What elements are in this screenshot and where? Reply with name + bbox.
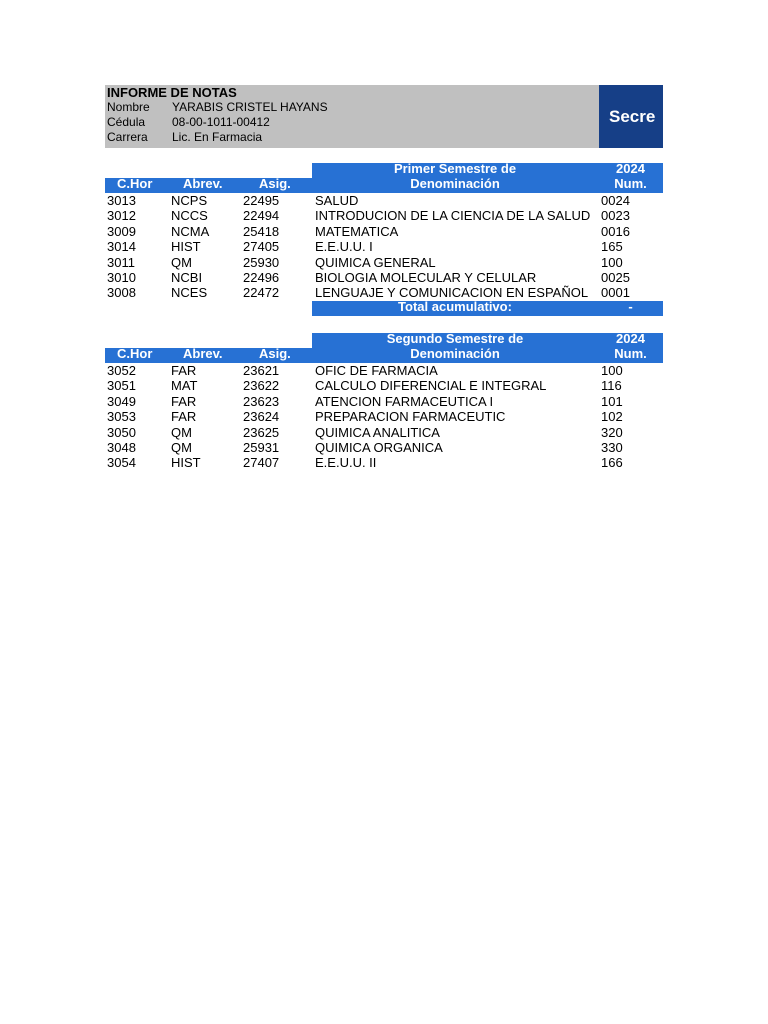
course-asig: 23624 [243,409,280,425]
course-abbrev: NCMA [171,223,210,239]
semester-1-header [105,163,663,193]
col-header-chor: C.Hor [117,346,153,361]
course-abbrev: QM [171,439,192,455]
course-name: MATEMATICA [315,223,399,239]
course-abbrev: NCES [171,285,208,301]
course-name: QUIMICA ORGANICA [315,439,443,455]
course-asig: 22494 [243,208,280,224]
course-name: CALCULO DIFERENCIAL E INTEGRAL [315,378,547,394]
table-row [105,363,663,378]
course-abbrev: NCBI [171,269,203,285]
course-code: 3050 [107,424,136,440]
course-name: INTRODUCION DE LA CIENCIA DE LA SALUD [315,208,591,224]
semester-1-rows [105,193,663,301]
semester-1-table [105,163,663,316]
course-abbrev: HIST [171,239,201,255]
course-code: 3008 [107,285,136,301]
total-value: - [628,298,633,314]
col-header-denominacion: Denominación [410,346,500,361]
table-row [105,378,663,393]
course-abbrev: QM [171,254,192,270]
course-name: E.E.U.U. I [315,239,373,255]
report-header [105,85,663,148]
course-asig: 25418 [243,223,280,239]
course-num: 165 [601,239,623,255]
course-asig: 22472 [243,285,280,301]
course-name: QUIMICA GENERAL [315,254,436,270]
field-value: 08-00-1011-00412 [172,115,270,129]
course-name: OFIC DE FARMACIA [315,363,438,378]
course-num: 0016 [601,223,630,239]
field-label: Cédula [107,115,146,129]
semester-2-title: Segundo Semestre de [386,331,524,346]
course-code: 3011 [107,254,135,270]
course-asig: 23623 [243,393,280,409]
col-header-denominacion: Denominación [410,176,500,191]
course-asig: 27405 [243,239,280,255]
table-row [105,224,663,239]
course-code: 3010 [107,269,136,285]
field-label: Nombre [107,100,150,114]
course-abbrev: QM [171,424,192,440]
course-name: BIOLOGIA MOLECULAR Y CELULAR [315,269,537,285]
total-label: Total acumulativo: [398,298,512,314]
course-num: 0025 [601,269,630,285]
col-header-num: Num. [614,346,647,361]
field-carrera [107,130,262,144]
course-name: SALUD [315,193,359,208]
course-code: 3048 [107,439,136,455]
grade-report-sheet [105,85,663,471]
field-value: Lic. En Farmacia [172,130,263,144]
course-abbrev: NCCS [171,208,208,224]
course-num: 100 [601,363,623,378]
course-code: 3012 [107,208,136,224]
course-num: 320 [601,424,623,440]
course-abbrev: FAR [171,409,197,425]
col-header-num: Num. [614,176,647,191]
course-num: 166 [601,455,623,471]
course-asig: 25930 [243,254,280,270]
course-code: 3014 [107,239,136,255]
course-abbrev: NCPS [171,193,208,208]
semester-1-year: 2024 [616,161,645,176]
col-header-abrev: Abrev. [183,176,223,191]
course-num: 116 [601,378,622,394]
semester-2-table [105,333,663,471]
course-num: 0024 [601,193,630,208]
logo-text: Secre [609,107,656,126]
course-num: 0023 [601,208,630,224]
table-row [105,193,663,208]
course-code: 3009 [107,223,136,239]
total-row [312,298,663,316]
course-num: 0001 [601,285,630,301]
course-asig: 23625 [243,424,280,440]
course-name: E.E.U.U. II [315,455,377,471]
course-name: ATENCION FARMACEUTICA I [315,393,494,409]
course-num: 101 [601,393,623,409]
table-row [105,239,663,254]
table-row [105,455,663,470]
semester-2-rows [105,363,663,471]
course-code: 3052 [107,363,136,378]
course-abbrev: MAT [171,378,198,394]
table-row [105,270,663,285]
course-num: 100 [601,254,623,270]
course-code: 3013 [107,193,136,208]
course-name: LENGUAJE Y COMUNICACION EN ESPAÑOL [315,285,589,301]
table-row [105,285,663,300]
course-code: 3054 [107,455,136,471]
field-label: Carrera [107,130,148,144]
table-row [105,208,663,223]
course-code: 3051 [107,378,136,394]
semester-2-year: 2024 [616,331,645,346]
course-name: PREPARACION FARMACEUTIC [315,409,506,425]
course-asig: 27407 [243,455,280,471]
field-nombre [107,100,328,114]
course-asig: 25931 [243,439,280,455]
course-asig: 23621 [243,363,280,378]
course-abbrev: FAR [171,363,197,378]
field-cedula [107,115,270,129]
table-row [105,255,663,270]
table-row [105,425,663,440]
course-asig: 22495 [243,193,280,208]
course-asig: 23622 [243,378,280,394]
institution-logo [599,85,663,148]
table-row [105,409,663,424]
semester-2-header [105,333,663,363]
col-header-abrev: Abrev. [183,346,223,361]
course-code: 3049 [107,393,136,409]
col-header-asig: Asig. [259,346,291,361]
course-name: QUIMICA ANALITICA [315,424,440,440]
table-row [105,394,663,409]
course-num: 102 [601,409,623,425]
field-value: YARABIS CRISTEL HAYANS [172,100,328,114]
course-code: 3053 [107,409,136,425]
course-abbrev: HIST [171,455,201,471]
semester-1-title: Primer Semestre de [393,161,517,176]
col-header-asig: Asig. [259,176,291,191]
course-num: 330 [601,439,623,455]
course-abbrev: FAR [171,393,197,409]
table-row [105,440,663,455]
col-header-chor: C.Hor [117,176,153,191]
course-asig: 22496 [243,269,280,285]
report-title: INFORME DE NOTAS [107,85,237,100]
